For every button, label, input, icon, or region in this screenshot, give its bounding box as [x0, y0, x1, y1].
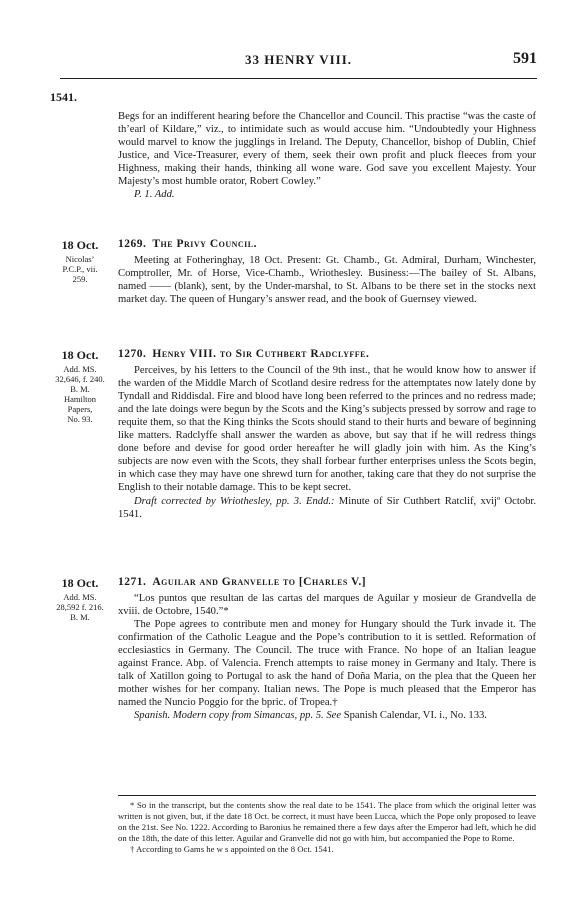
entry-date: 18 Oct.: [61, 238, 99, 252]
entry-title: Aguilar and Granvelle to [Charles V.]: [152, 576, 367, 588]
entry-1270: [118, 348, 536, 521]
entry-1271-margin: [50, 576, 110, 622]
entry-1270-margin: [50, 348, 110, 424]
entry-heading: [118, 238, 536, 251]
entry-text: Perceives, by his letters to the Council of the 9th inst., that he would know how to answer if the warden of the Middle March of Scotland desire redress for the attemptates now lately done by Tyndall and Riddisdal. Fire and blood have long been referred to the princes and no redress made; and the late doings were begun by the Scots and the King’s subjects pressed by sorrow and rage to requite them, so that the King thinks the Scots should stand to their hurts and beware of beginning like matters. Radclyffe shall answer the warden as above, but say that if he will redress things done before and devise for good order hereafter he will gladly join with him. As the King’s subjects are now even with the Scots, they shall forbear further enterprises unless the Scots begin, in which case they may have one shrewd turn for another, taking care that they do not surprise the English to their notable damage. This to be kept secret.: [118, 365, 536, 494]
page-number: 591: [513, 50, 537, 67]
running-title: 33 HENRY VIII.: [244, 52, 353, 67]
page-header: [60, 52, 537, 72]
entry-reference: Add. MS. 32,646, f. 240. B. M. Hamilton Papers, No. 93.: [55, 364, 105, 424]
year-marker: 1541.: [50, 90, 77, 104]
entry-source: P. 1. Add.: [134, 189, 175, 201]
entry-number: 1269.: [118, 238, 147, 250]
entry-reference: Add. MS. 28,592 f. 216. B. M.: [56, 592, 104, 622]
entry-source: Spanish. Modern copy from Simancas, pp. 5. See Spanish Calendar, VI. i., No. 133.: [134, 710, 487, 722]
entry-date: 18 Oct.: [61, 348, 99, 362]
entry-reference: Nicolas’ P.C.P., vii. 259.: [62, 254, 98, 284]
entry-text: Begs for an indifferent hearing before the Chancellor and Council. This practise “was the caste of th’earl of Kildare,” viz., to intimidate such as would accuse him. “Undoubtedly your Highness would marvel to know the jugglings in Ireland. The Deputy, Chancellor, bishop of Dublin, Chief Justice, and Vice-Treasurer, every of them, seek their own profit and pluck fleeces from your Highness, making their hands, thinking all wone ware. God save you excellent Majesty. Your Majesty’s most humble orator, Robert Cowley.”: [118, 111, 536, 188]
entry-1271: [118, 576, 536, 723]
footnote: † According to Gams he w s appointed on the 8 Oct. 1541.: [130, 844, 334, 854]
entry-number: 1270.: [118, 348, 147, 360]
header-rule: [60, 78, 537, 79]
entry-number: 1271.: [118, 576, 147, 588]
footnotes: [118, 800, 536, 855]
entry-text: Meeting at Fotheringhay, 18 Oct. Present: Gt. Chamb., Gt. Admiral, Durham, Winchester, Comptroller, Mr. of Horse, Vice-Chamb., Wriothesley. Business:—The bailey of St. Albans, named —— (blank), sent, by the Under-marshal, to St. Albans to be there set in the stocks next market day. The queen of Hungary’s answer read, and the book of Guernsey viewed.: [118, 255, 536, 306]
entry-date: 18 Oct.: [61, 576, 99, 590]
entry-text: The Pope agrees to contribute men and money for Hungary should the Turk invade it. The confirmation of the Catholic League and the Pope’s contribution to it is settled. Reformation of ecclesiastics in Germany. The Council. The truce with France. No hope of an Italian league against France. Abp. of Valencia. French attempts to raise money in Germany and Italy. There is talk of Xatillon going to Portugal to ask the hand of Doña Maria, on the plea that the Queen her mother wishes for her company. Italian news. The Pope is much pleased that the Emperor has named the Nuncio Poggio for the bpric. of Tropea.†: [118, 619, 536, 709]
entry-continuation: [118, 110, 536, 201]
entry-heading: [118, 348, 536, 361]
entry-quote: “Los puntos que resultan de las cartas del marques de Aguilar y mosieur de Grandvella de xviii. de Octobre, 1540.”*: [118, 593, 536, 618]
entry-title: The Privy Council.: [152, 238, 258, 250]
entry-title: Henry VIII. to Sir Cuthbert Radclyffe.: [152, 348, 370, 360]
entry-heading: [118, 576, 536, 589]
year-marker-column: [50, 92, 110, 102]
entry-1269: [118, 238, 536, 306]
entry-1269-margin: [50, 238, 110, 284]
footnote-rule: [118, 795, 536, 796]
footnote: * So in the transcript, but the contents show the real date to be 1541. The place from which the original letter was written is not given, but, if the date 18 Oct. be correct, it must have been Lucca, which the Pope only proposed to leave on the 21st. See No. 1222. According to Baronius he remained there a few days after the Emperor had left, which he did on the 18th, the date of this letter. Aguilar and Granvelle did not go with him, but accompanied the Pope to Rome.: [118, 800, 536, 843]
entry-source: Draft corrected by Wriothesley, pp. 3. Endd.: Minute of Sir Cuthbert Ratclif, xvijº Octobr. 1541.: [118, 495, 536, 520]
